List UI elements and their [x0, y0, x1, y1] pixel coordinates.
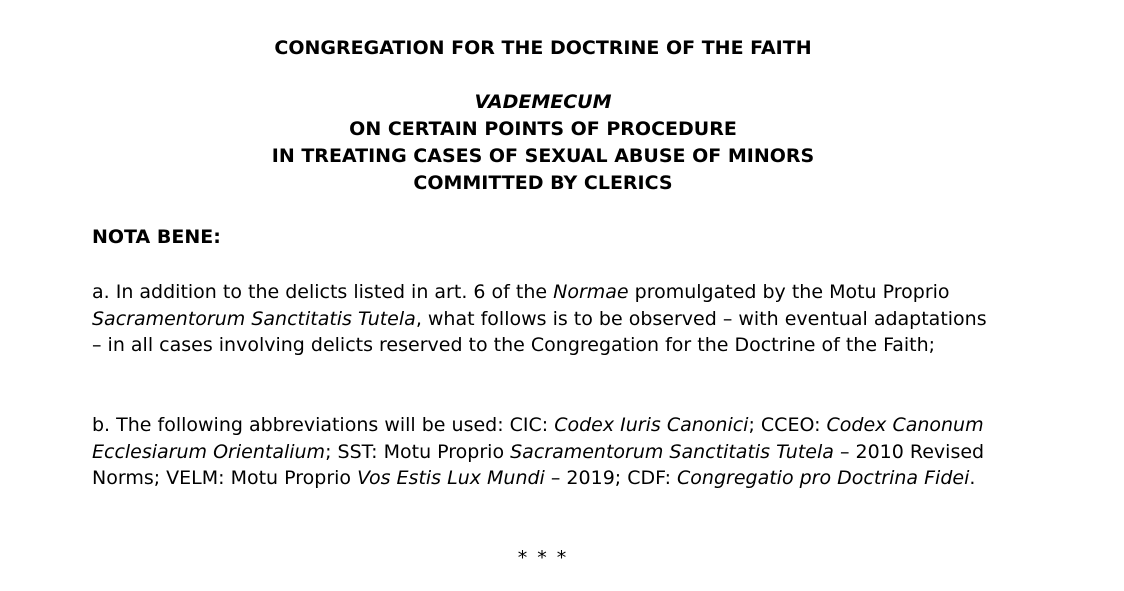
paragraph-b-italic-3: Sacramentorum Sanctitatis Tutela	[510, 440, 834, 463]
nota-bene-heading: NOTA BENE:	[92, 226, 221, 248]
paragraph-a	[92, 279, 992, 359]
paragraph-a-italic-1: Normae	[553, 281, 629, 303]
document-title-line-1: ON CERTAIN POINTS OF PROCEDURE	[349, 118, 737, 140]
organization-title: CONGREGATION FOR THE DOCTRINE OF THE FAITH	[274, 37, 812, 59]
paragraph-b-italic-5: Congregatio pro Doctrina Fidei	[677, 467, 970, 489]
paragraph-b	[92, 412, 992, 492]
paragraph-b-italic-1: Codex Iuris Canonici	[554, 414, 749, 436]
paragraph-b-text-2: ; CCEO:	[748, 414, 827, 436]
section-separator: * * *	[517, 547, 569, 569]
paragraph-a-text-2: promulgated by the Motu Proprio	[628, 281, 950, 303]
paragraph-a-text-1: a. In addition to the delicts listed in art. 6 of the	[92, 281, 554, 303]
paragraph-b-text-1: b. The following abbreviations will be used: CIC:	[92, 414, 555, 436]
paragraph-b-italic-2: Codex Canonum Ecclesiarum Orientalium	[92, 414, 984, 463]
document-title-line-3: COMMITTED BY CLERICS	[413, 172, 673, 194]
document-title	[0, 89, 1086, 197]
paragraph-b-text-4: – 2010 Revised Norms; VELM: Motu Proprio	[92, 440, 985, 489]
paragraph-a-text-3: , what follows is to be observed – with eventual adaptations – in all cases involving delicts reserved to the Congregation for the Doctrine of the Faith;	[92, 307, 987, 356]
document-title-italic: VADEMECUM	[474, 91, 612, 113]
document-title-line-2: IN TREATING CASES OF SEXUAL ABUSE OF MINORS	[271, 145, 815, 167]
paragraph-b-italic-4: Vos Estis Lux Mundi	[357, 467, 545, 489]
paragraph-b-text-6: .	[969, 467, 976, 489]
paragraph-b-text-5: – 2019; CDF:	[544, 467, 678, 489]
paragraph-b-text-3: ; SST: Motu Proprio	[325, 440, 511, 463]
paragraph-a-italic-2: Sacramentorum Sanctitatis Tutela	[92, 307, 416, 330]
